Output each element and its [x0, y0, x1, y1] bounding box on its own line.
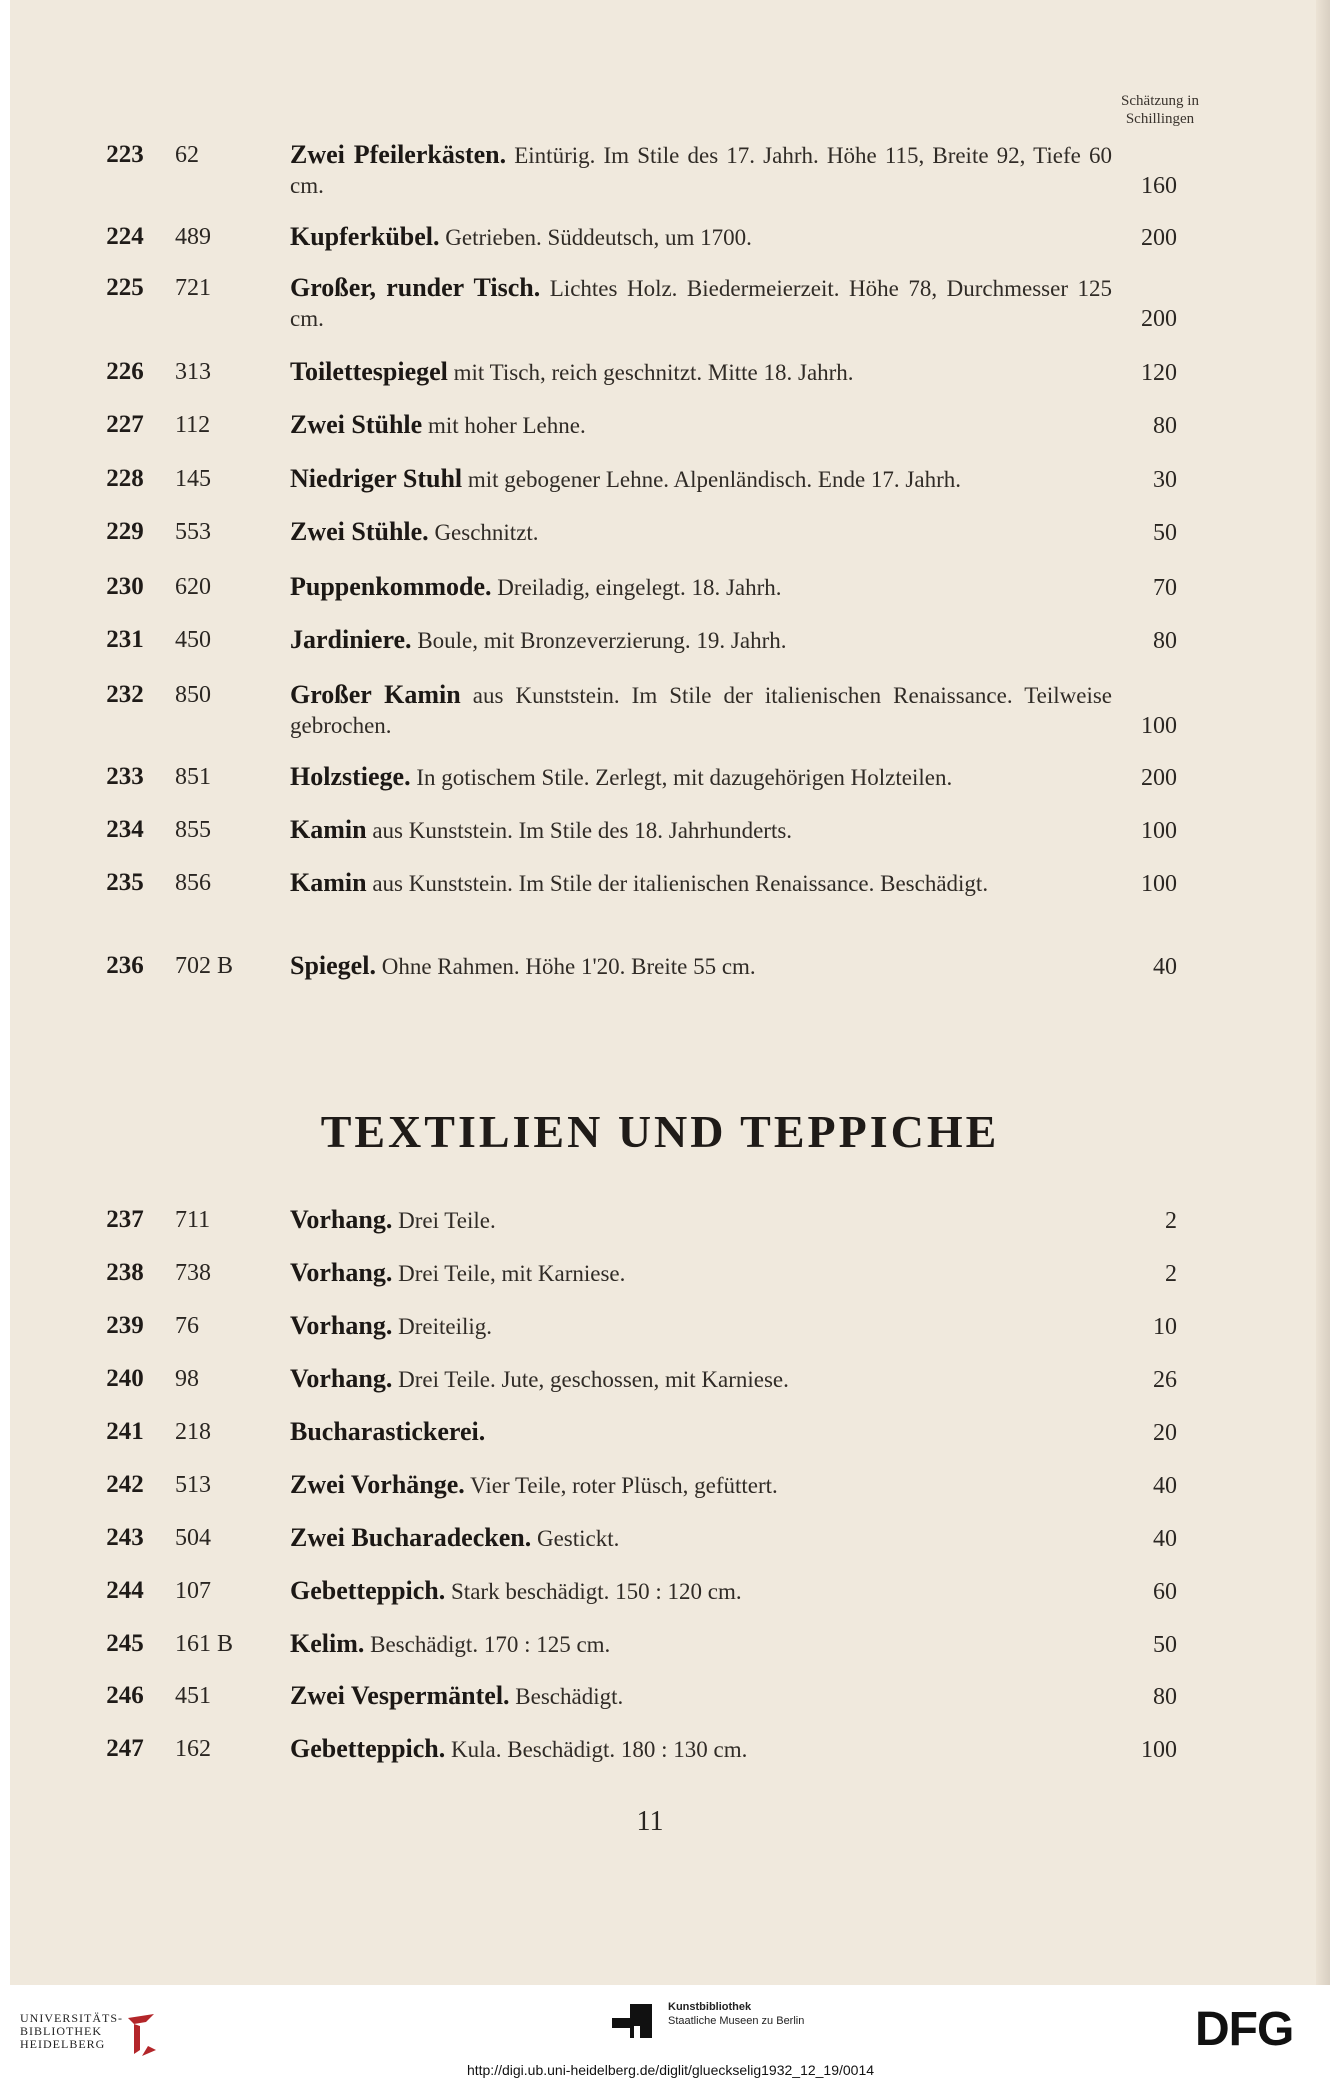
entry-title: Vorhang.: [290, 1258, 393, 1287]
inventory-number: 721: [175, 275, 211, 301]
lot-number: 241: [106, 1418, 144, 1445]
inventory-number: 98: [175, 1366, 199, 1392]
entry-description: [290, 762, 1112, 793]
entry-title: Puppenkommode.: [290, 572, 492, 601]
inventory-number: 702 B: [175, 953, 234, 979]
entry-description: [290, 1311, 1112, 1342]
entry-description: [290, 1681, 1112, 1712]
uni-line-2: BIBLIOTHEK: [20, 2024, 102, 2038]
entry-description: [290, 273, 1112, 334]
estimate-column-header: [1090, 92, 1230, 128]
dfg-logo[interactable]: DFG: [1195, 2003, 1294, 2056]
lot-number: 235: [106, 869, 144, 896]
estimate-price: 2: [1165, 1208, 1177, 1234]
entry-description: [290, 1470, 1112, 1501]
entry-title: Jardiniere.: [290, 625, 412, 654]
viewer-footer: [0, 1990, 1341, 2085]
entry-title: Zwei Stühle.: [290, 517, 429, 546]
entry-title: Großer, runder Tisch.: [290, 273, 541, 302]
entry-title: Kelim.: [290, 1629, 365, 1658]
entry-description: [290, 222, 1112, 253]
estimate-price: 40: [1153, 954, 1177, 980]
entry-description: [290, 1629, 1112, 1660]
lot-number: 224: [106, 223, 144, 250]
kunstbibliothek-wordmark: [668, 2000, 868, 2028]
entry-title: Großer Kamin: [290, 680, 461, 709]
university-library-logo[interactable]: [20, 2012, 123, 2051]
entry-text: Dreiteilig.: [392, 1314, 492, 1339]
entry-title: Kamin: [290, 815, 367, 844]
kb-subtitle: Staatliche Museen zu Berlin: [668, 2015, 805, 2027]
entry-text: Boule, mit Bronzeverzierung. 19. Jahrh.: [411, 628, 787, 653]
lot-number: 244: [106, 1577, 144, 1604]
entry-description: [290, 868, 1112, 899]
entry-text: Gestickt.: [531, 1526, 620, 1551]
entry-text: Stark beschädigt. 150 : 120 cm.: [445, 1579, 742, 1604]
inventory-number: 856: [175, 870, 211, 896]
inventory-number: 850: [175, 682, 211, 708]
entry-text: Beschädigt.: [509, 1684, 624, 1709]
entry-description: [290, 140, 1112, 201]
entry-text: mit Tisch, reich geschnitzt. Mitte 18. Jahrh.: [447, 360, 854, 385]
university-library-wordmark: [20, 2012, 123, 2051]
entry-title: Gebetteppich.: [290, 1576, 446, 1605]
estimate-price: 200: [1141, 306, 1177, 332]
document-page: [10, 0, 1330, 1985]
entry-title: Vorhang.: [290, 1364, 393, 1393]
entry-description: [290, 357, 1112, 388]
entry-text: Vier Teile, roter Plüsch, gefüttert.: [464, 1473, 778, 1498]
column-header-line-2: Schillingen: [1125, 111, 1195, 127]
permalink-url[interactable]: http://digi.ub.uni-heidelberg.de/diglit/glueckselig1932_12_19/0014: [466, 2062, 875, 2078]
entry-description: [290, 572, 1112, 603]
entry-title: Toilettespiegel: [290, 357, 448, 386]
estimate-price: 20: [1153, 1420, 1177, 1446]
uni-line-1: UNIVERSITÄTS-: [20, 2011, 123, 2025]
entry-text: Kula. Beschädigt. 180 : 130 cm.: [445, 1737, 748, 1762]
entry-text: Drei Teile, mit Karniese.: [392, 1261, 626, 1286]
entry-text: aus Kunststein. Im Stile der italienischen Renaissance. Teilweise gebrochen.: [290, 683, 1112, 738]
entry-text: Lichtes Holz. Biedermeierzeit. Höhe 78, Durchmesser 125 cm.: [290, 276, 1112, 331]
lot-number: 223: [106, 141, 144, 168]
inventory-number: 145: [175, 466, 211, 492]
column-header-line-1: Schätzung in: [1121, 93, 1199, 109]
entry-description: [290, 1205, 1112, 1236]
inventory-number: 161 B: [175, 1631, 234, 1657]
estimate-price: 10: [1153, 1314, 1177, 1340]
entry-text: Beschädigt. 170 : 125 cm.: [364, 1632, 611, 1657]
estimate-price: 30: [1153, 467, 1177, 493]
uni-line-3: HEIDELBERG: [20, 2037, 106, 2051]
university-emblem-icon: [124, 2012, 160, 2058]
lot-number: 243: [106, 1524, 144, 1551]
estimate-price: 80: [1153, 1684, 1177, 1710]
entry-title: Bucharastickerei.: [290, 1417, 486, 1446]
entry-title: Zwei Stühle: [290, 410, 423, 439]
lot-number: 237: [106, 1206, 144, 1233]
lot-number: 225: [106, 274, 144, 301]
lot-number: 236: [106, 952, 144, 979]
entry-text: Getrieben. Süddeutsch, um 1700.: [439, 225, 752, 250]
entry-text: aus Kunststein. Im Stile des 18. Jahrhunderts.: [366, 818, 793, 843]
entry-text: mit hoher Lehne.: [422, 413, 586, 438]
inventory-number: 451: [175, 1683, 211, 1709]
entry-description: [290, 625, 1112, 656]
lot-number: 228: [106, 465, 144, 492]
estimate-price: 200: [1141, 765, 1177, 791]
entry-text: Geschnitzt.: [428, 520, 539, 545]
lot-number: 246: [106, 1682, 144, 1709]
inventory-number: 851: [175, 764, 211, 790]
inventory-number: 162: [175, 1736, 211, 1762]
entry-description: [290, 1576, 1112, 1607]
inventory-number: 553: [175, 519, 211, 545]
estimate-price: 160: [1141, 173, 1177, 199]
inventory-number: 504: [175, 1525, 211, 1551]
inventory-number: 855: [175, 817, 211, 843]
inventory-number: 76: [175, 1313, 199, 1339]
inventory-number: 450: [175, 627, 211, 653]
inventory-number: 513: [175, 1472, 211, 1498]
lot-number: 232: [106, 681, 144, 708]
inventory-number: 218: [175, 1419, 211, 1445]
lot-number: 226: [106, 358, 144, 385]
section-title: TEXTILIEN UND TEPPICHE: [320, 1106, 1000, 1157]
entry-text: Ohne Rahmen. Höhe 1'20. Breite 55 cm.: [375, 954, 756, 979]
lot-number: 230: [106, 573, 144, 600]
entry-description: [290, 1523, 1112, 1554]
estimate-price: 26: [1153, 1367, 1177, 1393]
estimate-price: 40: [1153, 1526, 1177, 1552]
lot-number: 247: [106, 1735, 144, 1762]
entry-title: Zwei Vorhänge.: [290, 1470, 465, 1499]
lot-number: 231: [106, 626, 144, 653]
lot-number: 240: [106, 1365, 144, 1392]
entry-text: Dreiladig, eingelegt. 18. Jahrh.: [491, 575, 782, 600]
entry-description: [290, 1364, 1112, 1395]
lot-number: 238: [106, 1259, 144, 1286]
inventory-number: 313: [175, 359, 211, 385]
estimate-price: 60: [1153, 1579, 1177, 1605]
entry-title: Zwei Pfeilerkästen.: [290, 140, 507, 169]
estimate-price: 80: [1153, 628, 1177, 654]
lot-number: 233: [106, 763, 144, 790]
estimate-price: 100: [1141, 818, 1177, 844]
lot-number: 227: [106, 411, 144, 438]
estimate-price: 70: [1153, 575, 1177, 601]
inventory-number: 112: [175, 412, 211, 438]
entry-title: Niedriger Stuhl: [290, 464, 463, 493]
entry-text: In gotischem Stile. Zerlegt, mit dazugehörigen Holzteilen.: [410, 765, 953, 790]
entry-description: [290, 815, 1112, 846]
entry-description: [290, 1417, 1112, 1448]
entry-title: Vorhang.: [290, 1311, 393, 1340]
lot-number: 239: [106, 1312, 144, 1339]
estimate-price: 100: [1141, 1737, 1177, 1763]
entry-description: [290, 1734, 1112, 1765]
inventory-number: 711: [175, 1207, 211, 1233]
estimate-price: 80: [1153, 413, 1177, 439]
inventory-number: 107: [175, 1578, 211, 1604]
kb-name: Kunstbibliothek: [668, 2001, 752, 2013]
estimate-price: 50: [1153, 520, 1177, 546]
entry-title: Kamin: [290, 868, 367, 897]
entry-text: Drei Teile.: [392, 1208, 496, 1233]
estimate-price: 200: [1141, 225, 1177, 251]
inventory-number: 738: [175, 1260, 211, 1286]
lot-number: 242: [106, 1471, 144, 1498]
page-number: 11: [636, 1806, 664, 1837]
entry-title: Spiegel.: [290, 951, 376, 980]
entry-text: mit gebogener Lehne. Alpenländisch. Ende 17. Jahrh.: [462, 467, 961, 492]
inventory-number: 489: [175, 224, 211, 250]
entry-description: [290, 680, 1112, 741]
estimate-price: 100: [1141, 713, 1177, 739]
entry-text: Drei Teile. Jute, geschossen, mit Karniese.: [392, 1367, 789, 1392]
page-edge-shadow: [1316, 0, 1330, 1985]
entry-title: Vorhang.: [290, 1205, 393, 1234]
kunstbibliothek-emblem-icon: [612, 2004, 656, 2038]
lot-number: 234: [106, 816, 144, 843]
entry-title: Gebetteppich.: [290, 1734, 446, 1763]
entry-description: [290, 517, 1112, 548]
estimate-price: 2: [1165, 1261, 1177, 1287]
estimate-price: 120: [1141, 360, 1177, 386]
estimate-price: 100: [1141, 871, 1177, 897]
entry-description: [290, 410, 1112, 441]
entry-text: Eintürig. Im Stile des 17. Jahrh. Höhe 115, Breite 92, Tiefe 60 cm.: [290, 143, 1112, 198]
lot-number: 229: [106, 518, 144, 545]
entry-text: aus Kunststein. Im Stile der italienischen Renaissance. Beschädigt.: [366, 871, 989, 896]
inventory-number: 620: [175, 574, 211, 600]
estimate-price: 40: [1153, 1473, 1177, 1499]
entry-description: [290, 464, 1112, 495]
entry-title: Zwei Vespermäntel.: [290, 1681, 510, 1710]
estimate-price: 50: [1153, 1632, 1177, 1658]
lot-number: 245: [106, 1630, 144, 1657]
entry-title: Holzstiege.: [290, 762, 411, 791]
inventory-number: 62: [175, 142, 199, 168]
entry-title: Zwei Bucharadecken.: [290, 1523, 532, 1552]
entry-description: [290, 951, 1112, 982]
entry-description: [290, 1258, 1112, 1289]
entry-title: Kupferkübel.: [290, 222, 440, 251]
